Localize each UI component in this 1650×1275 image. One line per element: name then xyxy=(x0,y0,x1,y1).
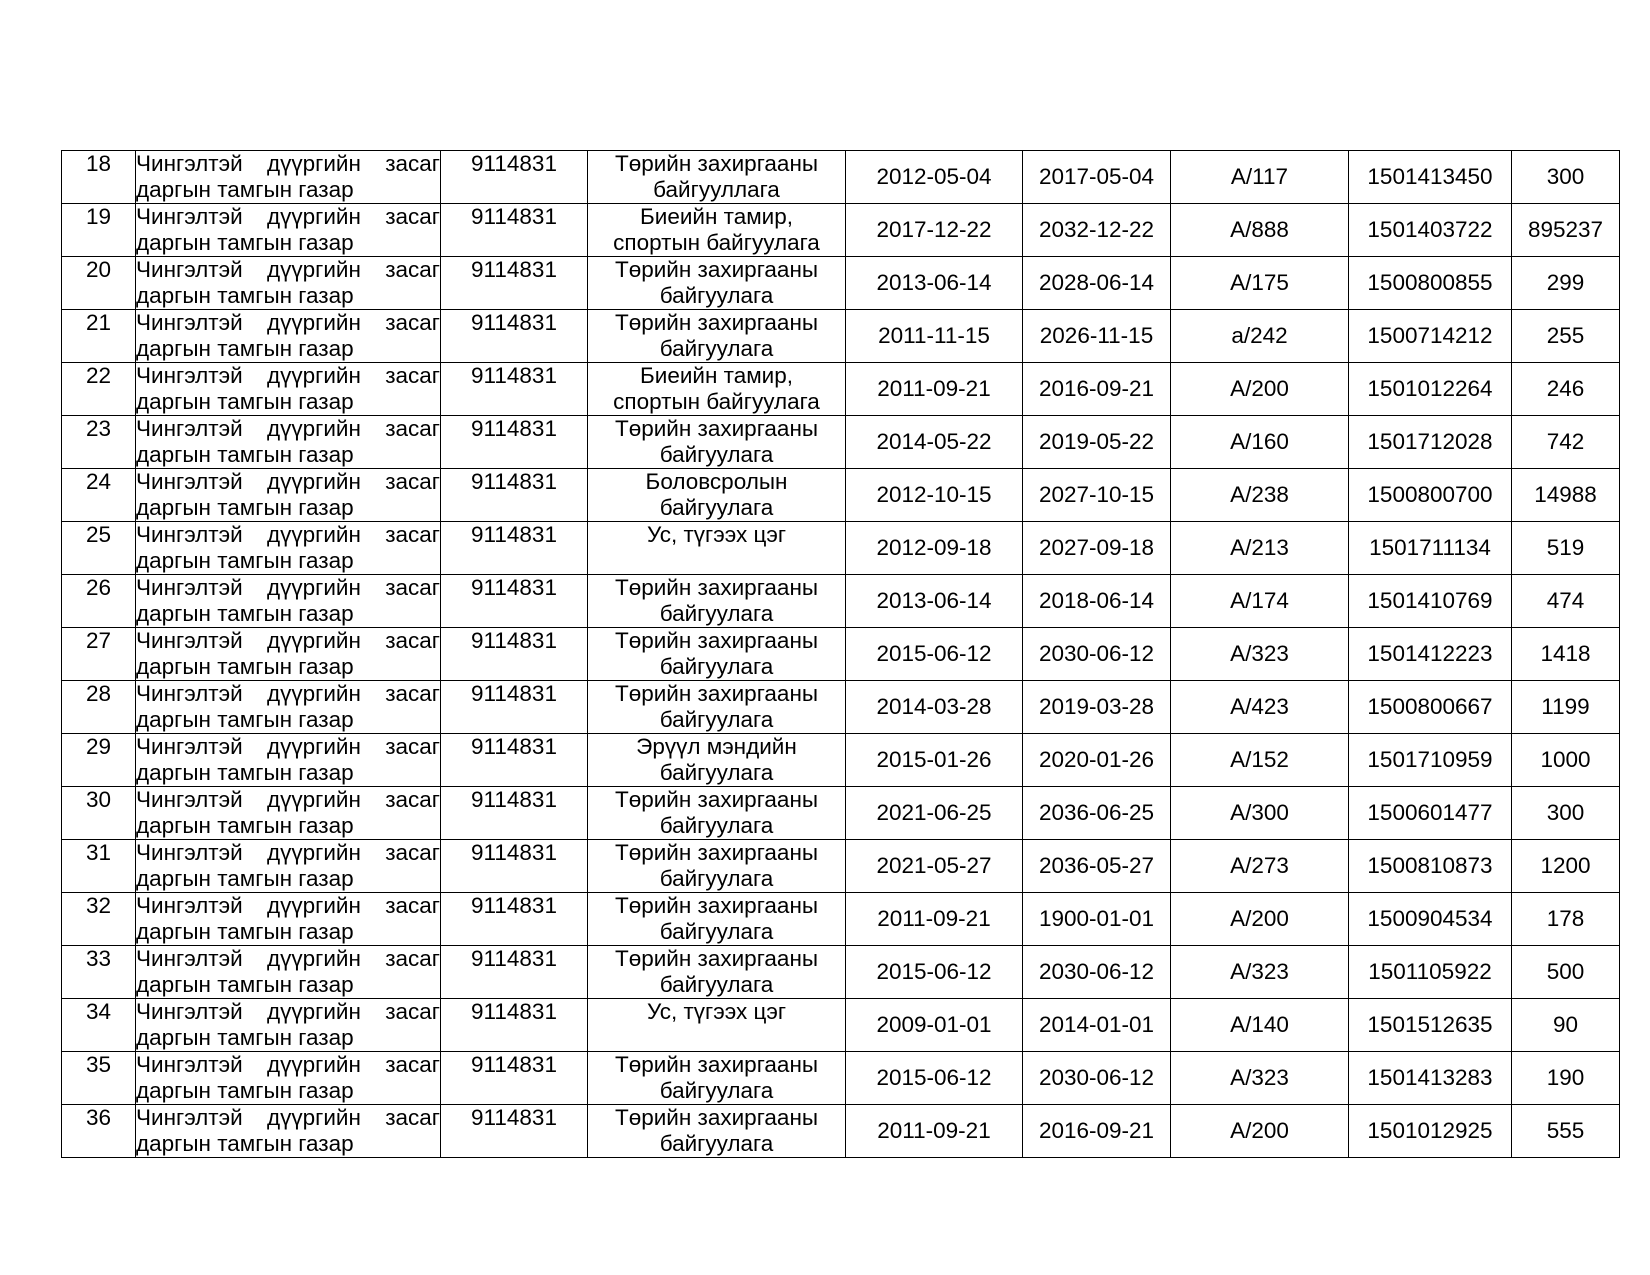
facility-type-line2: байгуулага xyxy=(659,495,774,520)
order-number: А/273 xyxy=(1171,840,1349,893)
organization-name-line1: Чингэлтэй дүүргийн засаг xyxy=(136,416,440,441)
order-number: А/300 xyxy=(1171,787,1349,840)
table-row xyxy=(62,469,1620,522)
organization-name-line1: Чингэлтэй дүүргийн засаг xyxy=(136,257,440,282)
row-number: 18 xyxy=(62,151,136,204)
area-value: 299 xyxy=(1512,257,1620,310)
organization-name-line1: Чингэлтэй дүүргийн засаг xyxy=(136,522,440,547)
start-date: 2014-03-28 xyxy=(846,681,1023,734)
organization-name-line1: Чингэлтэй дүүргийн засаг xyxy=(136,946,440,971)
organization-name-line2: даргын тамгын газар xyxy=(136,548,354,573)
end-date: 2014-01-01 xyxy=(1023,999,1171,1052)
organization-name xyxy=(136,787,441,840)
organization-name-line2: даргын тамгын газар xyxy=(136,1025,354,1050)
end-date: 1900-01-01 xyxy=(1023,893,1171,946)
table-row xyxy=(62,893,1620,946)
area-value: 474 xyxy=(1512,575,1620,628)
end-date: 2017-05-04 xyxy=(1023,151,1171,204)
start-date: 2013-06-14 xyxy=(846,575,1023,628)
facility-type-line2: спортын байгуулага xyxy=(613,389,820,414)
land-parcel-id: 1501403722 xyxy=(1349,204,1512,257)
facility-type-line1: Төрийн захиргааны xyxy=(614,840,819,865)
organization-name-line1: Чингэлтэй дүүргийн засаг xyxy=(136,840,440,865)
organization-name-line2: даргын тамгын газар xyxy=(136,601,354,626)
registry-code: 9114831 xyxy=(441,310,588,363)
start-date: 2014-05-22 xyxy=(846,416,1023,469)
registry-code: 9114831 xyxy=(441,522,588,575)
table-row xyxy=(62,416,1620,469)
start-date: 2015-06-12 xyxy=(846,628,1023,681)
organization-name xyxy=(136,681,441,734)
facility-type xyxy=(588,946,846,999)
land-parcel-id: 1501410769 xyxy=(1349,575,1512,628)
organization-name xyxy=(136,999,441,1052)
start-date: 2015-06-12 xyxy=(846,1052,1023,1105)
organization-name xyxy=(136,363,441,416)
facility-type-line2: байгуулага xyxy=(659,336,774,361)
row-number: 32 xyxy=(62,893,136,946)
organization-name-line1: Чингэлтэй дүүргийн засаг xyxy=(136,363,440,388)
facility-type xyxy=(588,787,846,840)
organization-name-line1: Чингэлтэй дүүргийн засаг xyxy=(136,204,440,229)
start-date: 2012-10-15 xyxy=(846,469,1023,522)
end-date: 2020-01-26 xyxy=(1023,734,1171,787)
facility-type-line2: байгуулага xyxy=(659,654,774,679)
document-page xyxy=(61,150,1619,1158)
facility-type-line2: байгуулага xyxy=(659,1078,774,1103)
start-date: 2011-11-15 xyxy=(846,310,1023,363)
order-number: А/174 xyxy=(1171,575,1349,628)
row-number: 36 xyxy=(62,1105,136,1158)
registry-code: 9114831 xyxy=(441,734,588,787)
row-number: 27 xyxy=(62,628,136,681)
facility-type-line2: байгуулага xyxy=(659,866,774,891)
registry-code: 9114831 xyxy=(441,840,588,893)
area-value: 555 xyxy=(1512,1105,1620,1158)
facility-type xyxy=(588,469,846,522)
land-parcel-id: 1500800855 xyxy=(1349,257,1512,310)
facility-type-line2: байгуулага xyxy=(659,919,774,944)
facility-type-line1: Төрийн захиргааны xyxy=(614,628,819,653)
facility-type xyxy=(588,522,846,575)
land-parcel-id: 1501413283 xyxy=(1349,1052,1512,1105)
organization-name xyxy=(136,416,441,469)
order-number: А/213 xyxy=(1171,522,1349,575)
area-value: 300 xyxy=(1512,787,1620,840)
facility-type-line2: спортын байгуулага xyxy=(613,230,820,255)
facility-type xyxy=(588,681,846,734)
organization-name-line2: даргын тамгын газар xyxy=(136,177,354,202)
facility-type-line2: байгуулага xyxy=(659,601,774,626)
start-date: 2021-05-27 xyxy=(846,840,1023,893)
area-value: 1418 xyxy=(1512,628,1620,681)
facility-type-line1: Төрийн захиргааны xyxy=(614,416,819,441)
facility-type xyxy=(588,840,846,893)
end-date: 2018-06-14 xyxy=(1023,575,1171,628)
facility-type-line1: Төрийн захиргааны xyxy=(614,681,819,706)
organization-name-line1: Чингэлтэй дүүргийн засаг xyxy=(136,1052,440,1077)
facility-type xyxy=(588,363,846,416)
land-parcel-id: 1501413450 xyxy=(1349,151,1512,204)
facility-type-line2: байгуулага xyxy=(659,813,774,838)
organization-name-line1: Чингэлтэй дүүргийн засаг xyxy=(136,151,440,176)
order-number: А/140 xyxy=(1171,999,1349,1052)
start-date: 2011-09-21 xyxy=(846,1105,1023,1158)
organization-name xyxy=(136,1105,441,1158)
start-date: 2012-05-04 xyxy=(846,151,1023,204)
facility-type-line1: Төрийн захиргааны xyxy=(614,575,819,600)
organization-name-line2: даргын тамгын газар xyxy=(136,654,354,679)
organization-name xyxy=(136,310,441,363)
organization-name-line1: Чингэлтэй дүүргийн засаг xyxy=(136,310,440,335)
facility-type xyxy=(588,999,846,1052)
land-parcel-id: 1501105922 xyxy=(1349,946,1512,999)
land-parcel-id: 1500714212 xyxy=(1349,310,1512,363)
organization-name-line1: Чингэлтэй дүүргийн засаг xyxy=(136,734,440,759)
facility-type-line1: Эрүүл мэндийн xyxy=(636,734,797,759)
table-row xyxy=(62,840,1620,893)
area-value: 14988 xyxy=(1512,469,1620,522)
end-date: 2016-09-21 xyxy=(1023,363,1171,416)
order-number: а/242 xyxy=(1171,310,1349,363)
organization-name-line1: Чингэлтэй дүүргийн засаг xyxy=(136,787,440,812)
area-value: 246 xyxy=(1512,363,1620,416)
organization-name-line2: даргын тамгын газар xyxy=(136,919,354,944)
organization-name-line1: Чингэлтэй дүүргийн засаг xyxy=(136,681,440,706)
area-value: 742 xyxy=(1512,416,1620,469)
registry-code: 9114831 xyxy=(441,575,588,628)
facility-type xyxy=(588,151,846,204)
area-value: 90 xyxy=(1512,999,1620,1052)
start-date: 2017-12-22 xyxy=(846,204,1023,257)
organization-name-line2: даргын тамгын газар xyxy=(136,813,354,838)
organization-name xyxy=(136,946,441,999)
end-date: 2019-03-28 xyxy=(1023,681,1171,734)
end-date: 2030-06-12 xyxy=(1023,946,1171,999)
facility-type-line1: Ус, түгээх цэг xyxy=(646,999,787,1024)
organization-name-line2: даргын тамгын газар xyxy=(136,336,354,361)
land-parcel-id: 1500904534 xyxy=(1349,893,1512,946)
order-number: А/200 xyxy=(1171,893,1349,946)
organization-name-line2: даргын тамгын газар xyxy=(136,230,354,255)
row-number: 35 xyxy=(62,1052,136,1105)
facility-type xyxy=(588,1052,846,1105)
organization-name-line2: даргын тамгын газар xyxy=(136,707,354,732)
table-body xyxy=(62,151,1620,1158)
table-row xyxy=(62,999,1620,1052)
organization-name-line2: даргын тамгын газар xyxy=(136,1078,354,1103)
row-number: 31 xyxy=(62,840,136,893)
table-row xyxy=(62,522,1620,575)
organization-name xyxy=(136,575,441,628)
organization-name xyxy=(136,151,441,204)
organization-name-line1: Чингэлтэй дүүргийн засаг xyxy=(136,575,440,600)
end-date: 2036-06-25 xyxy=(1023,787,1171,840)
organization-name xyxy=(136,1052,441,1105)
organization-name-line1: Чингэлтэй дүүргийн засаг xyxy=(136,469,440,494)
table-row xyxy=(62,575,1620,628)
order-number: А/323 xyxy=(1171,946,1349,999)
table-row xyxy=(62,787,1620,840)
organization-name-line1: Чингэлтэй дүүргийн засаг xyxy=(136,1105,440,1130)
registry-code: 9114831 xyxy=(441,1052,588,1105)
table-row xyxy=(62,734,1620,787)
facility-type-line2: байгуулага xyxy=(659,442,774,467)
land-parcel-id: 1500810873 xyxy=(1349,840,1512,893)
organization-name xyxy=(136,734,441,787)
table-row xyxy=(62,363,1620,416)
organization-name-line2: даргын тамгын газар xyxy=(136,972,354,997)
end-date: 2032-12-22 xyxy=(1023,204,1171,257)
table-row xyxy=(62,257,1620,310)
order-number: А/200 xyxy=(1171,363,1349,416)
organization-name xyxy=(136,204,441,257)
area-value: 519 xyxy=(1512,522,1620,575)
start-date: 2011-09-21 xyxy=(846,893,1023,946)
order-number: А/423 xyxy=(1171,681,1349,734)
land-parcel-id: 1500800667 xyxy=(1349,681,1512,734)
land-parcel-id: 1501712028 xyxy=(1349,416,1512,469)
row-number: 29 xyxy=(62,734,136,787)
order-number: А/888 xyxy=(1171,204,1349,257)
row-number: 25 xyxy=(62,522,136,575)
organization-name xyxy=(136,893,441,946)
land-parcel-id: 1500800700 xyxy=(1349,469,1512,522)
area-value: 300 xyxy=(1512,151,1620,204)
facility-type-line1: Төрийн захиргааны xyxy=(614,310,819,335)
organization-name-line1: Чингэлтэй дүүргийн засаг xyxy=(136,999,440,1024)
order-number: А/323 xyxy=(1171,628,1349,681)
area-value: 255 xyxy=(1512,310,1620,363)
end-date: 2026-11-15 xyxy=(1023,310,1171,363)
registry-code: 9114831 xyxy=(441,469,588,522)
row-number: 28 xyxy=(62,681,136,734)
start-date: 2013-06-14 xyxy=(846,257,1023,310)
facility-type xyxy=(588,310,846,363)
end-date: 2027-09-18 xyxy=(1023,522,1171,575)
facility-type-line2: байгуулага xyxy=(659,283,774,308)
end-date: 2027-10-15 xyxy=(1023,469,1171,522)
registry-code: 9114831 xyxy=(441,363,588,416)
row-number: 26 xyxy=(62,575,136,628)
registry-code: 9114831 xyxy=(441,204,588,257)
land-parcel-id: 1501012264 xyxy=(1349,363,1512,416)
start-date: 2009-01-01 xyxy=(846,999,1023,1052)
land-parcel-id: 1501710959 xyxy=(1349,734,1512,787)
organization-name xyxy=(136,522,441,575)
row-number: 33 xyxy=(62,946,136,999)
organization-name-line2: даргын тамгын газар xyxy=(136,1131,354,1156)
row-number: 19 xyxy=(62,204,136,257)
facility-type-line2: байгуулага xyxy=(659,707,774,732)
facility-type-line1: Төрийн захиргааны xyxy=(614,257,819,282)
end-date: 2036-05-27 xyxy=(1023,840,1171,893)
area-value: 895237 xyxy=(1512,204,1620,257)
facility-type-line1: Биеийн тамир, xyxy=(639,204,794,229)
facility-type-line1: Боловсролын xyxy=(645,469,788,494)
order-number: А/238 xyxy=(1171,469,1349,522)
table-row xyxy=(62,204,1620,257)
facility-type xyxy=(588,734,846,787)
organization-name xyxy=(136,840,441,893)
land-registry-table xyxy=(61,150,1620,1158)
start-date: 2015-01-26 xyxy=(846,734,1023,787)
start-date: 2021-06-25 xyxy=(846,787,1023,840)
facility-type-line1: Биеийн тамир, xyxy=(639,363,794,388)
order-number: А/160 xyxy=(1171,416,1349,469)
end-date: 2028-06-14 xyxy=(1023,257,1171,310)
organization-name xyxy=(136,469,441,522)
organization-name xyxy=(136,628,441,681)
facility-type xyxy=(588,204,846,257)
table-row xyxy=(62,151,1620,204)
facility-type-line2: байгуулага xyxy=(659,760,774,785)
facility-type xyxy=(588,1105,846,1158)
area-value: 178 xyxy=(1512,893,1620,946)
registry-code: 9114831 xyxy=(441,416,588,469)
order-number: А/323 xyxy=(1171,1052,1349,1105)
facility-type-line2: байгууллага xyxy=(653,177,780,202)
area-value: 1200 xyxy=(1512,840,1620,893)
area-value: 190 xyxy=(1512,1052,1620,1105)
organization-name-line1: Чингэлтэй дүүргийн засаг xyxy=(136,628,440,653)
registry-code: 9114831 xyxy=(441,946,588,999)
end-date: 2030-06-12 xyxy=(1023,1052,1171,1105)
row-number: 22 xyxy=(62,363,136,416)
registry-code: 9114831 xyxy=(441,628,588,681)
facility-type-line1: Төрийн захиргааны xyxy=(614,1105,819,1130)
land-parcel-id: 1501711134 xyxy=(1349,522,1512,575)
organization-name-line2: даргын тамгын газар xyxy=(136,283,354,308)
table-row xyxy=(62,681,1620,734)
facility-type xyxy=(588,257,846,310)
organization-name xyxy=(136,257,441,310)
facility-type-line1: Төрийн захиргааны xyxy=(614,893,819,918)
order-number: А/200 xyxy=(1171,1105,1349,1158)
start-date: 2015-06-12 xyxy=(846,946,1023,999)
end-date: 2030-06-12 xyxy=(1023,628,1171,681)
area-value: 500 xyxy=(1512,946,1620,999)
organization-name-line2: даргын тамгын газар xyxy=(136,760,354,785)
facility-type xyxy=(588,416,846,469)
facility-type xyxy=(588,893,846,946)
facility-type-line2: байгуулага xyxy=(659,1131,774,1156)
land-parcel-id: 1500601477 xyxy=(1349,787,1512,840)
table-row xyxy=(62,1052,1620,1105)
row-number: 20 xyxy=(62,257,136,310)
organization-name-line2: даргын тамгын газар xyxy=(136,866,354,891)
start-date: 2012-09-18 xyxy=(846,522,1023,575)
end-date: 2016-09-21 xyxy=(1023,1105,1171,1158)
organization-name-line2: даргын тамгын газар xyxy=(136,495,354,520)
facility-type-line1: Төрийн захиргааны xyxy=(614,787,819,812)
registry-code: 9114831 xyxy=(441,1105,588,1158)
row-number: 30 xyxy=(62,787,136,840)
facility-type-line1: Төрийн захиргааны xyxy=(614,151,819,176)
row-number: 34 xyxy=(62,999,136,1052)
table-row xyxy=(62,628,1620,681)
facility-type-line1: Төрийн захиргааны xyxy=(614,946,819,971)
facility-type xyxy=(588,575,846,628)
registry-code: 9114831 xyxy=(441,893,588,946)
registry-code: 9114831 xyxy=(441,681,588,734)
organization-name-line2: даргын тамгын газар xyxy=(136,389,354,414)
start-date: 2011-09-21 xyxy=(846,363,1023,416)
facility-type-line2: байгуулага xyxy=(659,972,774,997)
area-value: 1000 xyxy=(1512,734,1620,787)
facility-type-line1: Ус, түгээх цэг xyxy=(646,522,787,547)
table-row xyxy=(62,1105,1620,1158)
facility-type xyxy=(588,628,846,681)
area-value: 1199 xyxy=(1512,681,1620,734)
land-parcel-id: 1501512635 xyxy=(1349,999,1512,1052)
end-date: 2019-05-22 xyxy=(1023,416,1171,469)
table-row xyxy=(62,310,1620,363)
organization-name-line2: даргын тамгын газар xyxy=(136,442,354,467)
organization-name-line1: Чингэлтэй дүүргийн засаг xyxy=(136,893,440,918)
registry-code: 9114831 xyxy=(441,257,588,310)
land-parcel-id: 1501012925 xyxy=(1349,1105,1512,1158)
registry-code: 9114831 xyxy=(441,999,588,1052)
order-number: А/117 xyxy=(1171,151,1349,204)
row-number: 21 xyxy=(62,310,136,363)
registry-code: 9114831 xyxy=(441,151,588,204)
row-number: 23 xyxy=(62,416,136,469)
order-number: А/175 xyxy=(1171,257,1349,310)
table-row xyxy=(62,946,1620,999)
land-parcel-id: 1501412223 xyxy=(1349,628,1512,681)
registry-code: 9114831 xyxy=(441,787,588,840)
facility-type-line1: Төрийн захиргааны xyxy=(614,1052,819,1077)
row-number: 24 xyxy=(62,469,136,522)
order-number: А/152 xyxy=(1171,734,1349,787)
